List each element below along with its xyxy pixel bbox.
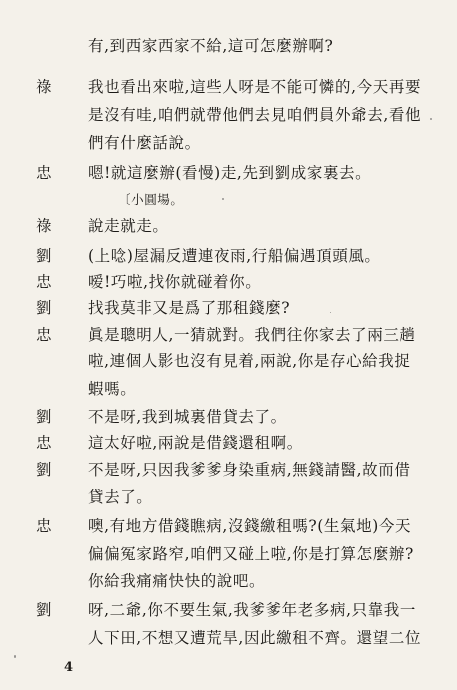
scan-speck bbox=[430, 118, 432, 120]
line-text: 偏偏冤家路窄,咱們又碰上啦,你是打算怎麼辦? bbox=[88, 545, 414, 563]
line-text: 啦,連個人影也沒有見着,兩說,你是存心給我捉 bbox=[88, 352, 411, 370]
line-text: 們有什麼話說。 bbox=[88, 134, 201, 152]
line-text: 嗯!就這麼辦(看慢)走,先到劉成家裏去。 bbox=[88, 164, 372, 182]
line-text: 這太好啦,兩說是借錢還租啊。 bbox=[88, 434, 303, 452]
scan-speck bbox=[330, 312, 331, 313]
scan-speck bbox=[222, 198, 224, 200]
line-text: 嗳!巧啦,找你就碰着你。 bbox=[88, 273, 262, 291]
speaker: 劉 bbox=[36, 408, 53, 426]
speaker: 忠 bbox=[36, 434, 53, 452]
line-text: 蝦嗎。 bbox=[88, 380, 137, 398]
speaker: 劉 bbox=[36, 247, 53, 265]
line-text: 說走就走。 bbox=[88, 217, 169, 235]
speaker: 忠 bbox=[36, 517, 53, 535]
line-text: 眞是聰明人,一猜就對。我們往你家去了兩三趟 bbox=[88, 326, 416, 344]
speaker: 劉 bbox=[36, 299, 53, 317]
line-text: 我也看出來啦,這些人呀是不能可憐的,今天再要 bbox=[88, 78, 422, 96]
scan-speck bbox=[14, 655, 16, 658]
speaker: 祿 bbox=[36, 78, 53, 96]
line-text: 找我莫非又是爲了那租錢麼? bbox=[88, 299, 291, 317]
speaker: 忠 bbox=[36, 326, 53, 344]
speaker: 忠 bbox=[36, 164, 53, 182]
line-text: 有,到西家西家不給,這可怎麼辦啊? bbox=[88, 37, 334, 55]
line-text: (上唸)屋漏反遭連夜雨,行船偏遇頂頭風。 bbox=[88, 247, 381, 265]
stage-direction: 〔小圓場。 bbox=[118, 192, 184, 207]
speaker: 祿 bbox=[36, 217, 53, 235]
page-number: 4 bbox=[64, 660, 74, 675]
line-text: 不是呀,只因我爹爹身染重病,無錢請醫,故而借 bbox=[88, 461, 411, 479]
line-text: 呀,二爺,你不要生氣,我爹爹年老多病,只靠我一 bbox=[88, 601, 417, 619]
line-text: 人下田,不想又遭荒旱,因此繳租不齊。還望二位 bbox=[88, 629, 422, 647]
speaker: 劉 bbox=[36, 461, 53, 479]
line-text: 是沒有哇,咱們就帶他們去見咱們員外爺去,看他 bbox=[88, 106, 422, 124]
speaker: 劉 bbox=[36, 601, 53, 619]
line-text: 你給我痛痛快快的說吧。 bbox=[88, 572, 266, 590]
line-text: 噢,有地方借錢瞧病,沒錢繳租嗎?(生氣地)今天 bbox=[88, 517, 412, 535]
line-text: 貸去了。 bbox=[88, 488, 153, 506]
speaker: 忠 bbox=[36, 273, 53, 291]
line-text: 不是呀,我到城裏借貸去了。 bbox=[88, 408, 287, 426]
